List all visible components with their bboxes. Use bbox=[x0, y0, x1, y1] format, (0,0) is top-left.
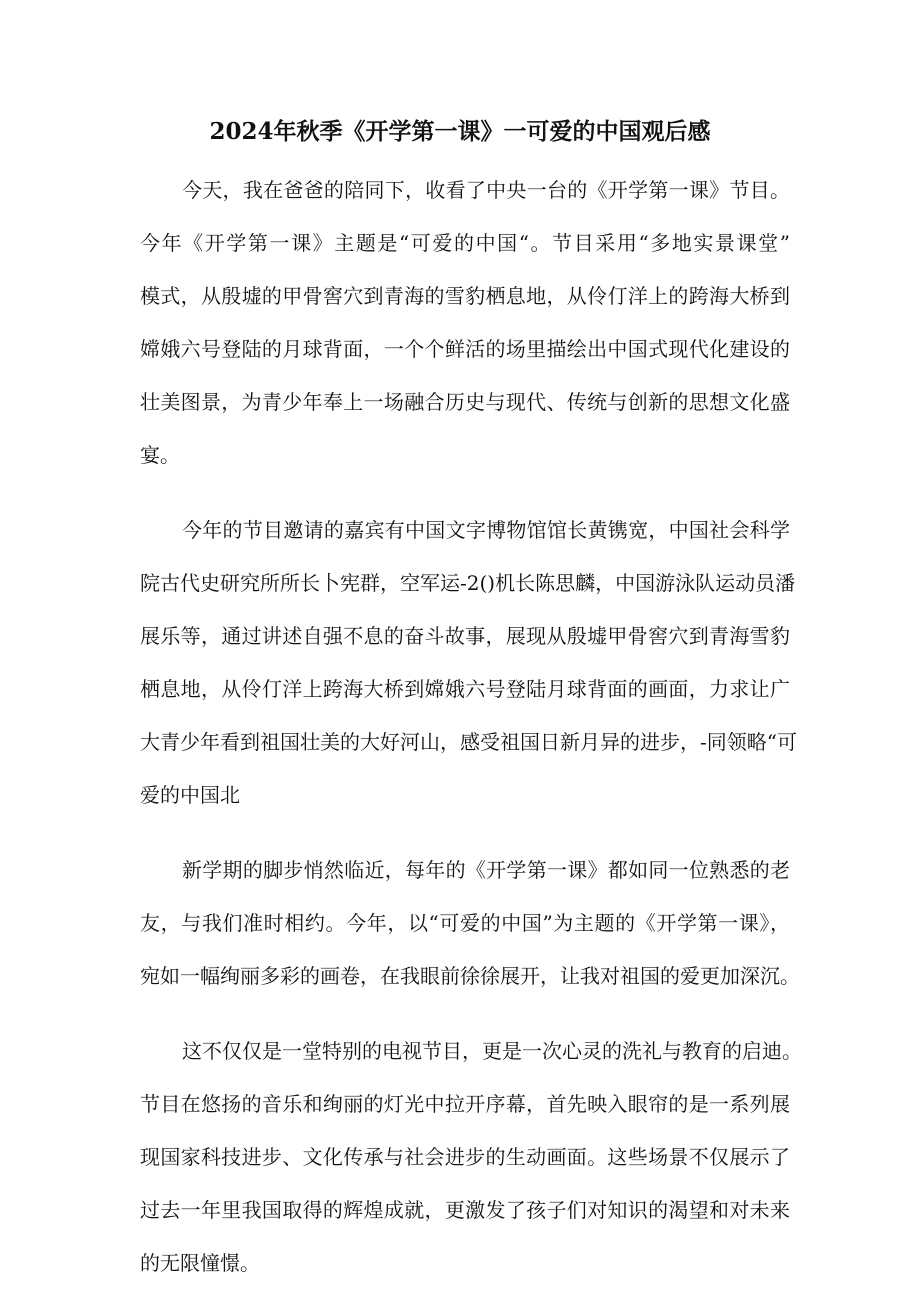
paragraph-line: 院古代史研究所所长卜宪群，空军运-2()机长陈思麟，中国游泳队运动员潘 bbox=[140, 571, 796, 595]
paragraph-line: 展乐等，通过讲述自强不息的奋斗故事，展现从殷墟甲骨窖穴到青海雪豹 bbox=[140, 624, 790, 648]
document-title: 2024年秋季《开学第一课》一可爱的中国观后感 bbox=[209, 118, 711, 145]
paragraph-line: 的无限憧憬。 bbox=[140, 1251, 260, 1275]
paragraph-4 bbox=[140, 1025, 802, 1290]
paragraph-line: 嫦娥六号登陆的月球背面，一个个鲜活的场里描绘出中国式现代化建设的 bbox=[140, 337, 790, 361]
paragraph-2 bbox=[140, 504, 797, 822]
paragraph-line: 爱的中国北 bbox=[140, 783, 240, 807]
paragraph-line: 新学期的脚步悄然临近，每年的《开学第一课》都如同一位熟悉的老 bbox=[182, 858, 790, 882]
paragraph-line: 壮美图景，为青少年奉上一场融合历史与现代、传统与创新的思想文化盛 bbox=[140, 390, 790, 414]
paragraph-line: 节目在悠扬的音乐和绚丽的灯光中拉开序幕，首先映入眼帘的是一系列展 bbox=[140, 1092, 790, 1116]
paragraph-line: 现国家科技进步、文化传承与社会进步的生动画面。这些场景不仅展示了 bbox=[140, 1145, 790, 1169]
document-body bbox=[140, 164, 802, 1312]
paragraph-3 bbox=[140, 844, 800, 1003]
paragraph-line: 过去一年里我国取得的辉煌成就，更激发了孩子们对知识的渴望和对未来 bbox=[140, 1198, 790, 1222]
paragraph-line: 模式，从殷墟的甲骨窖穴到青海的雪豹栖息地，从伶仃洋上的跨海大桥到 bbox=[140, 284, 790, 308]
paragraph-line: 大青少年看到祖国壮美的大好河山，感受祖国日新月异的进步，-同领略“可 bbox=[140, 730, 797, 754]
paragraph-line: 栖息地，从伶仃洋上跨海大桥到嫦娥六号登陆月球背面的画面，力求让广 bbox=[140, 677, 790, 701]
paragraph-line: 这不仅仅是一堂特别的电视节目，更是一次心灵的洗礼与教育的启迪。 bbox=[182, 1039, 802, 1063]
paragraph-line: 今年《开学第一课》主题是“可爱的中国“。节目采用“多地实景课堂” bbox=[140, 231, 790, 255]
paragraph-line: 今年的节目邀请的嘉宾有中国文字博物馆馆长黄镌宽，中国社会科学 bbox=[182, 518, 790, 542]
paragraph-line: 宛如一幅绚丽多彩的画卷，在我眼前徐徐展开，让我对祖国的爱更加深沉。 bbox=[140, 964, 800, 988]
paragraph-line: 今天，我在爸爸的陪同下，收看了中央一台的《开学第一课》节目。 bbox=[182, 178, 790, 202]
paragraph-line: 宴。 bbox=[140, 443, 180, 467]
paragraph-1 bbox=[140, 164, 790, 482]
paragraph-line: 友，与我们准时相约。今年，以“可爱的中国”为主题的《开学第一课》， bbox=[140, 911, 790, 935]
